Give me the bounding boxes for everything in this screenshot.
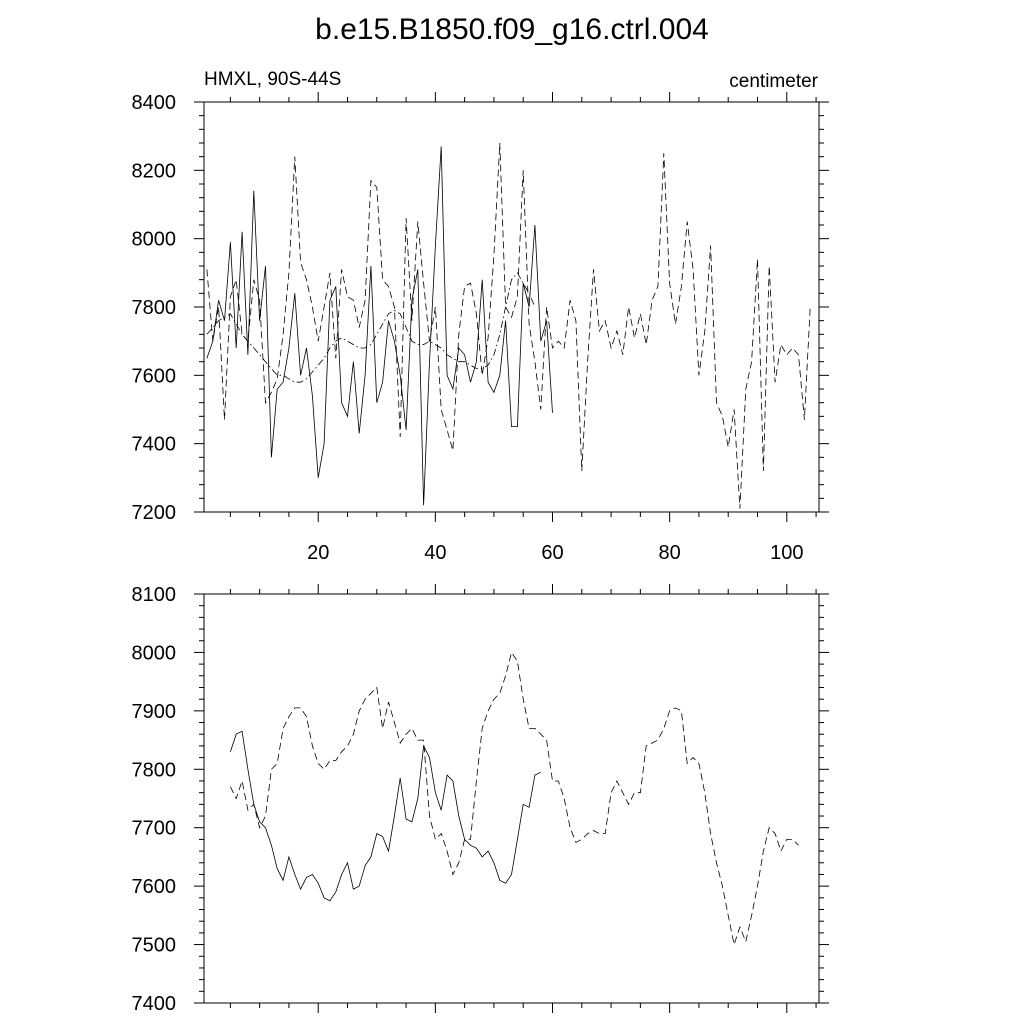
panel1-series-solid-line (207, 146, 553, 505)
panel1-y-tick-label: 7200 (131, 502, 176, 524)
panel1-x-tick-label: 80 (658, 542, 681, 564)
panel2-y-tick-label: 7600 (131, 876, 176, 899)
panel2-y-tick-label: 7900 (131, 700, 176, 723)
panel2-y-tick-label: 7400 (131, 993, 176, 1015)
panel1-y-tick-label: 7600 (131, 365, 176, 388)
panel2-y-tick-label: 7800 (131, 759, 176, 782)
chart-title: b.e15.B1850.f09_g16.ctrl.004 (315, 13, 709, 46)
bottom-chart-panel (132, 584, 830, 1015)
panel2-plot-frame (204, 594, 819, 1003)
panel2-series-solid-line (230, 731, 540, 901)
panel1-y-tick-label: 7400 (131, 433, 176, 456)
panel1-y-tick-label: 8200 (131, 160, 176, 183)
panel1-plot-frame (204, 102, 819, 512)
panel2-y-tick-label: 8000 (131, 642, 176, 665)
panel1-x-tick-label: 20 (307, 542, 330, 564)
panel1-x-tick-label: 40 (424, 542, 447, 564)
panel1-left-label: HMXL, 90S-44S (204, 69, 342, 90)
panel1-y-tick-label: 7800 (131, 297, 176, 319)
top-chart-panel (132, 92, 830, 564)
panel1-y-tick-label: 8400 (131, 92, 176, 114)
panel1-y-tick-label: 8000 (131, 228, 176, 251)
panel2-y-tick-label: 8100 (131, 584, 176, 606)
panel1-x-tick-label: 60 (541, 542, 564, 564)
panel2-y-tick-label: 7700 (131, 817, 176, 840)
panel1-units-label: centimeter (729, 71, 818, 92)
panel2-y-tick-label: 7500 (131, 934, 176, 957)
panel1-x-tick-label: 100 (770, 542, 804, 564)
panel2-series-dashed-line (230, 652, 798, 944)
